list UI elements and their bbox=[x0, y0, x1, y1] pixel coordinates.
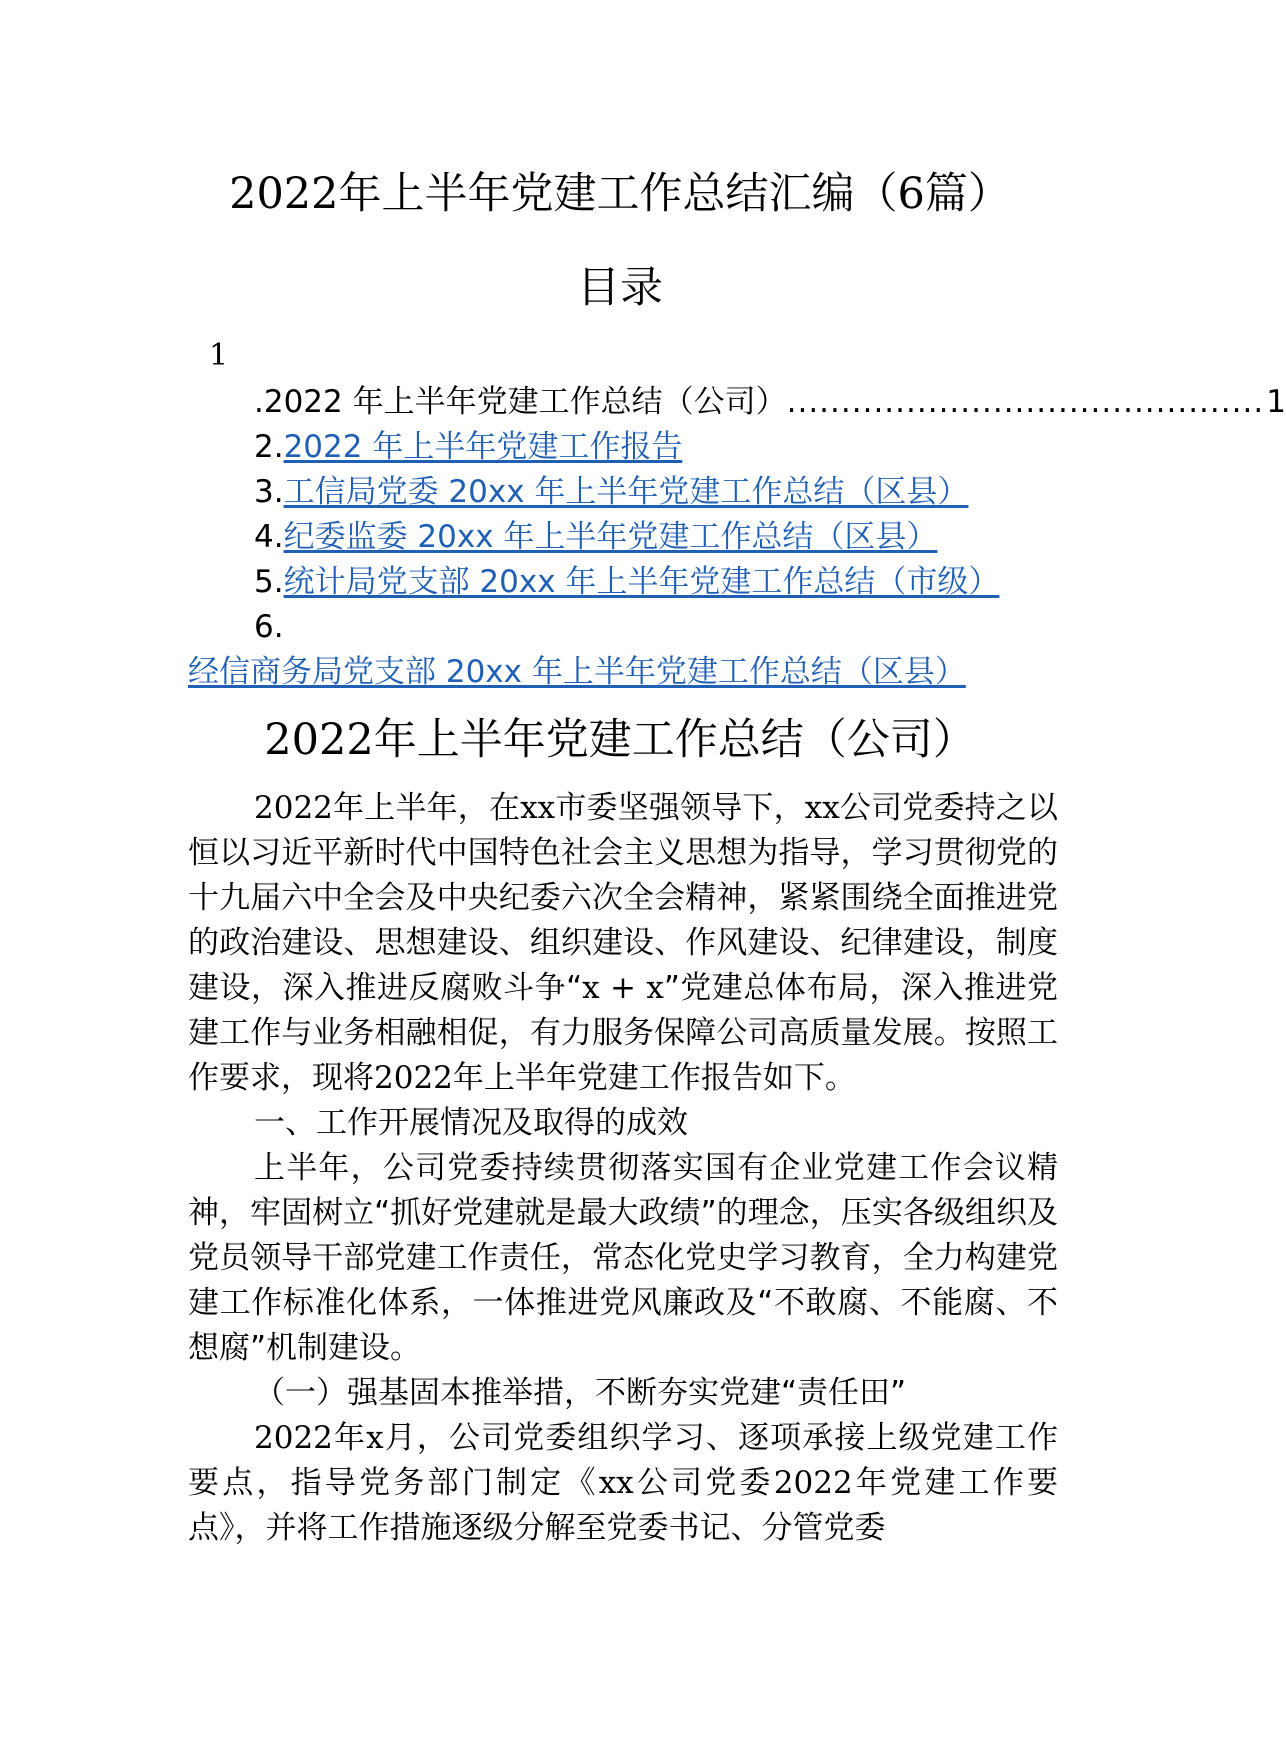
text-run: 公司党委 bbox=[633, 1465, 774, 1501]
toc-entry-3 bbox=[188, 470, 1056, 515]
text-run: 2022 bbox=[254, 790, 333, 826]
toc-link-3[interactable]: 工信局党委 20xx 年上半年党建工作总结（区县） bbox=[283, 474, 969, 510]
toc-entry-number: 2. bbox=[254, 429, 284, 465]
text-run: 2022 bbox=[374, 1060, 453, 1096]
toc-entry-number: 5. bbox=[254, 564, 284, 600]
heading-level-2: （一）强基固本推举措，不断夯实党建“责任田” bbox=[254, 1375, 907, 1411]
toc-link-4[interactable]: 纪委监委 20xx 年上半年党建工作总结（区县） bbox=[283, 519, 938, 555]
text-run: 2022 bbox=[254, 1420, 333, 1456]
text-run: 年 bbox=[332, 1420, 367, 1456]
toc-leader-dots: ............................................ bbox=[786, 384, 1265, 420]
toc-link-2[interactable]: 2022 年上半年党建工作报告 bbox=[283, 429, 683, 465]
section-title-year: 2022 bbox=[264, 715, 374, 765]
text-run: x bbox=[366, 1420, 384, 1456]
text-run: ”党建总体布局，深入推进党建工作与业务相融相促，有力服务保障公司高质量发展。按照工作要求，现将 bbox=[188, 970, 1059, 1096]
toc-marker: 1 bbox=[209, 338, 229, 373]
toc-entry-5 bbox=[188, 560, 1056, 605]
text-run: 年党建工作要点》，并将工作措施逐级分解至党委书记、分管党委 bbox=[188, 1465, 1059, 1546]
paragraph-achievements: 上半年，公司党委持续贯彻落实国有企业党建工作会议精神，牢固树立“抓好党建就是最大政绩”的理念，压实各级组织及党员领导干部党建工作责任，常态化党史学习教育，全力构建党建工作标准化体系，一体推进党风廉政及“不敢腐、不能腐、不想腐”机制建设。 bbox=[188, 1150, 1058, 1366]
heading-level-1: 一、工作开展情况及取得的成效 bbox=[254, 1105, 688, 1141]
toc-entry-4 bbox=[188, 515, 1056, 560]
title-year: 2022 bbox=[229, 169, 339, 219]
section-title-text: 年上半年党建工作总结（公司） bbox=[373, 715, 976, 765]
toc-heading: 目录 bbox=[577, 263, 663, 313]
document-title bbox=[0, 166, 1240, 222]
text-run: 公司党委持之以恒以习近平新时代中国特色社会主义思想为指导，学习贯彻党的十九届六中全会及中央纪委六次全会精神，紧紧围绕全面推进党的政治建设、思想建设、组织建设、作风建设、纪律建设，制度建设，深入推进反腐败斗争“ bbox=[188, 790, 1059, 1006]
text-run: xx bbox=[804, 790, 840, 826]
text-run: 月，公司党委组织学习、逐项承接上级党建工作要点，指导党务部门制定《 bbox=[188, 1420, 1059, 1501]
toc-entry-6 bbox=[188, 605, 1056, 695]
section-title bbox=[0, 712, 1240, 768]
paragraph-intro bbox=[188, 786, 1058, 1101]
toc-entry-number: 6. bbox=[254, 609, 284, 645]
toc-page-number: 1 bbox=[1266, 384, 1286, 420]
section-body bbox=[188, 786, 1058, 1551]
text-run: xx bbox=[520, 790, 556, 826]
table-of-contents bbox=[188, 380, 1286, 695]
title-end: 篇） bbox=[924, 169, 1011, 219]
toc-entry-number: 3. bbox=[254, 474, 284, 510]
text-run: x + x bbox=[582, 970, 664, 1006]
text-run: 年上半年，在 bbox=[332, 790, 521, 826]
text-run: 2022 bbox=[773, 1465, 853, 1501]
toc-entry-1[interactable] bbox=[188, 380, 1286, 425]
toc-link-6[interactable]: 经信商务局党支部 20xx 年上半年党建工作总结（区县） bbox=[188, 654, 966, 690]
text-run: 市委坚强领导下， bbox=[555, 790, 805, 826]
toc-entry-number: 4. bbox=[254, 519, 284, 555]
text-run: xx bbox=[598, 1465, 634, 1501]
toc-link-5[interactable]: 统计局党支部 20xx 年上半年党建工作总结（市级） bbox=[283, 564, 1000, 600]
title-count: 6 bbox=[897, 169, 925, 219]
text-run: 年上半年党建工作报告如下。 bbox=[452, 1060, 856, 1096]
title-text: 年上半年党建工作总结汇编（ bbox=[338, 169, 898, 219]
paragraph-measures bbox=[188, 1416, 1058, 1551]
toc-entry-label: .2022 年上半年党建工作总结（公司） bbox=[254, 384, 787, 420]
toc-entry-2 bbox=[188, 425, 1056, 470]
